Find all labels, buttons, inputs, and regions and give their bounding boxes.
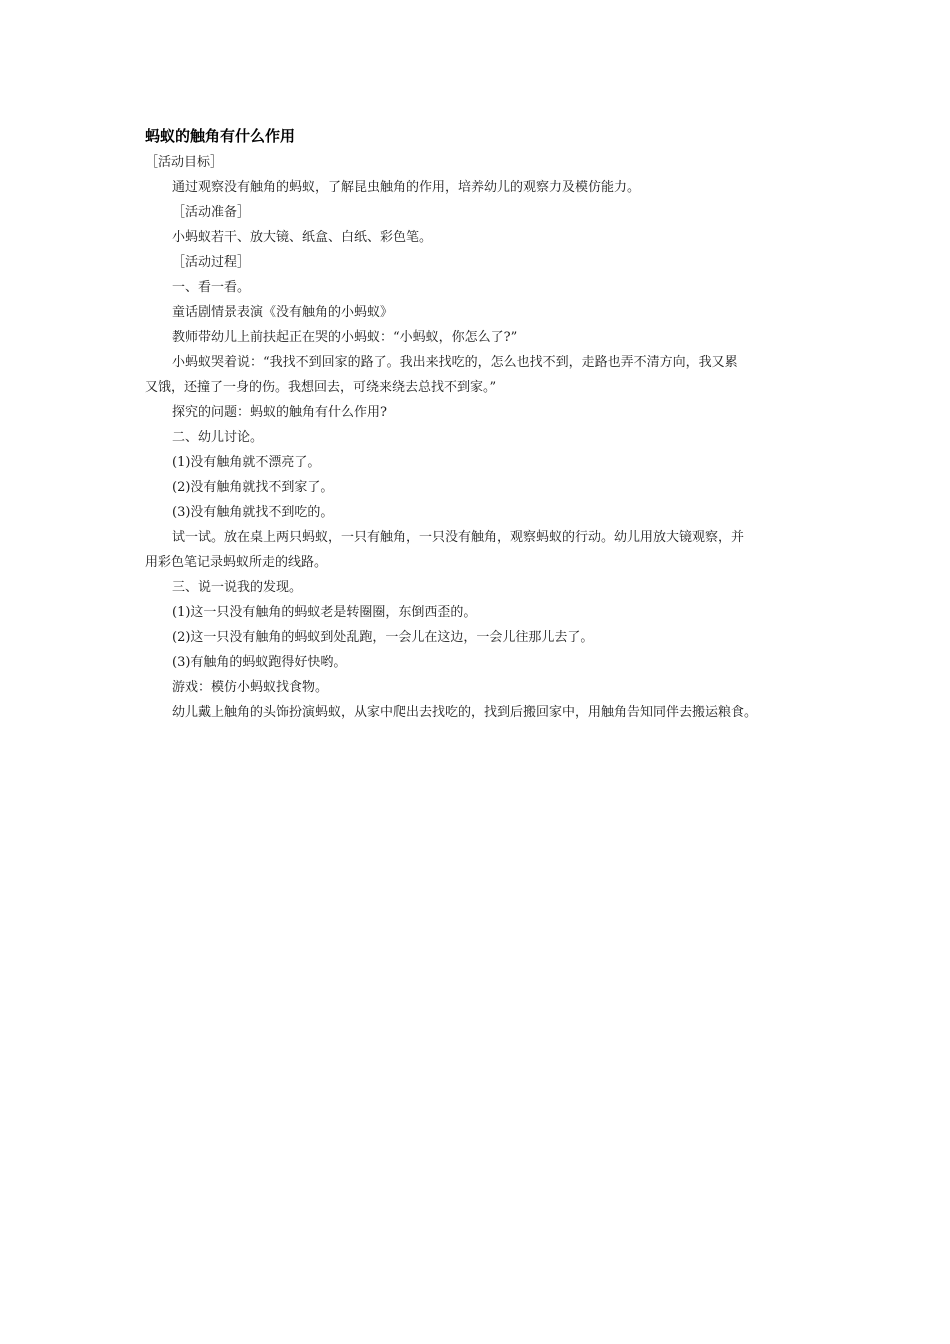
prep-heading: ［活动准备］ xyxy=(172,205,251,220)
document-title: 蚂蚁的触角有什么作用 xyxy=(145,127,296,145)
discuss-item: (3)没有触角就找不到吃的。 xyxy=(172,505,334,520)
goal-heading: ［活动目标］ xyxy=(145,155,224,170)
discuss-item: (1)没有触角就不漂亮了。 xyxy=(172,455,321,470)
game-line: 游戏：模仿小蚂蚁找食物。 xyxy=(172,680,329,695)
document-page xyxy=(145,124,817,725)
play-title: 童话剧情景表演《没有触角的小蚂蚁》 xyxy=(172,305,394,320)
finding-item: (3)有触角的蚂蚁跑得好快哟。 xyxy=(172,655,347,670)
prep-text: 小蚂蚁若干、放大镜、纸盒、白纸、彩色笔。 xyxy=(172,230,433,245)
discuss-item: (2)没有触角就找不到家了。 xyxy=(172,480,334,495)
try-line-second: 用彩色笔记录蚂蚁所走的线路。 xyxy=(145,555,328,570)
question-line: 探究的问题：蚂蚁的触角有什么作用? xyxy=(172,405,387,420)
finding-item: (2)这一只没有触角的蚂蚁到处乱跑，一会儿在这边，一会儿往那儿去了。 xyxy=(172,630,594,645)
step-three: 三、说一说我的发现。 xyxy=(172,580,303,595)
teacher-line: 教师带幼儿上前扶起正在哭的小蚂蚁：“小蚂蚁，你怎么了?” xyxy=(172,330,518,345)
ant-line-first: 小蚂蚁哭着说：“我找不到回家的路了。我出来找吃的，怎么也找不到，走路也弄不清方向，我又累 xyxy=(172,355,738,370)
step-one: 一、看一看。 xyxy=(172,280,251,295)
goal-text: 通过观察没有触角的蚂蚁，了解昆虫触角的作用，培养幼儿的观察力及模仿能力。 xyxy=(172,180,641,195)
step-two: 二、幼儿讨论。 xyxy=(172,430,264,445)
ant-line-second: 又饿，还撞了一身的伤。我想回去，可绕来绕去总找不到家。” xyxy=(145,380,497,395)
try-line-first: 试一试。放在桌上两只蚂蚁，一只有触角，一只没有触角，观察蚂蚁的行动。幼儿用放大镜观察，并 xyxy=(172,530,745,545)
process-heading: ［活动过程］ xyxy=(172,255,251,270)
finding-item: (1)这一只没有触角的蚂蚁老是转圈圈，东倒西歪的。 xyxy=(172,605,477,620)
game-description: 幼儿戴上触角的头饰扮演蚂蚁，从家中爬出去找吃的，找到后搬回家中，用触角告知同伴去搬运粮食。 xyxy=(172,705,758,720)
